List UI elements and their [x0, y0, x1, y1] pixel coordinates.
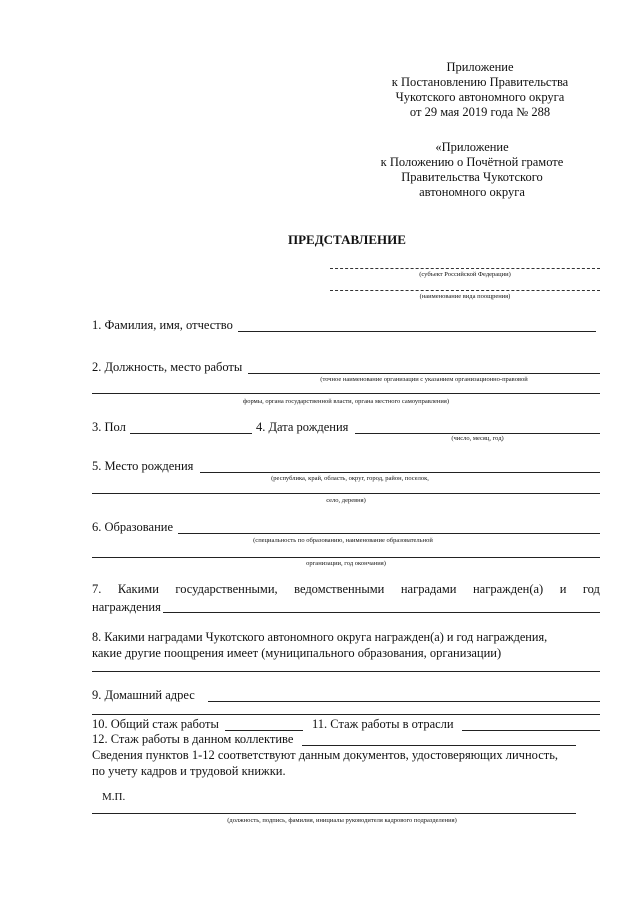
field-2-line[interactable] [248, 373, 600, 374]
appendix-line: Приложение [446, 60, 514, 74]
field-2-label: 2. Должность, место работы [92, 360, 243, 374]
appendix-line: Правительства Чукотского [401, 170, 543, 184]
field-4-line[interactable] [355, 433, 600, 434]
field-7-label [92, 582, 600, 597]
field-1-label: 1. Фамилия, имя, отчество [92, 318, 233, 332]
field-5-line-2[interactable] [92, 493, 600, 494]
field-7-line[interactable] [163, 612, 600, 613]
field-5-caption-2: село, деревня) [326, 497, 366, 504]
field-3-line[interactable] [130, 433, 252, 434]
field-6-line[interactable] [178, 533, 600, 534]
field-6-caption-2: организации, год окончания) [306, 560, 386, 567]
field-3-label: 3. Пол [92, 420, 126, 434]
field-8-label: 8. Какими наградами Чукотского автономного округа награжден(а) и год награждения, [92, 630, 548, 644]
field-1-line[interactable] [238, 331, 596, 332]
subject-caption: (субъект Российской Федерации) [419, 271, 511, 278]
page-title: ПРЕДСТАВЛЕНИЕ [288, 232, 406, 247]
field-7-word: и [559, 582, 567, 596]
field-5-caption: (республика, край, область, округ, город, район, поселок, [271, 475, 429, 482]
appendix-line: автономного округа [419, 185, 525, 199]
field-7-word: наградами [400, 582, 457, 596]
field-9-line-2[interactable] [92, 714, 600, 715]
field-7-word: 7. [92, 582, 102, 596]
appendix-line: к Постановлению Правительства [391, 75, 569, 89]
field-4-label: 4. Дата рождения [256, 420, 349, 434]
signature-line[interactable] [92, 813, 576, 814]
field-8-line[interactable] [92, 671, 600, 672]
field-7-word: государственными, [175, 582, 278, 596]
field-7-label-2: награждения [92, 600, 161, 614]
field-10-line[interactable] [225, 730, 303, 731]
field-11-label: 11. Стаж работы в отрасли [312, 717, 454, 731]
field-5-label: 5. Место рождения [92, 459, 194, 473]
field-6-caption: (специальность по образованию, наименование образовательной [253, 537, 433, 544]
field-7-word: награжден(а) [472, 582, 544, 596]
verification-note: Сведения пунктов 1-12 соответствуют данным документов, удостоверяющих личность, [92, 748, 559, 762]
verification-note-2: по учету кадров и трудовой книжки. [92, 764, 286, 778]
field-9-label: 9. Домашний адрес [92, 688, 195, 702]
field-10-label: 10. Общий стаж работы [92, 717, 219, 731]
appendix-line: «Приложение [435, 140, 509, 154]
field-7-word: ведомственными [294, 582, 385, 596]
award-line[interactable] [330, 290, 600, 291]
signature-caption: (должность, подпись, фамилия, инициалы руководителя кадрового подразделения) [227, 817, 457, 824]
subject-line[interactable] [330, 268, 600, 269]
field-12-line[interactable] [302, 745, 576, 746]
field-9-line[interactable] [208, 701, 600, 702]
award-caption: (наименование вида поощрения) [419, 293, 511, 300]
field-7-word: Какими [117, 582, 159, 596]
appendix-header-2 [352, 140, 592, 200]
field-12-label: 12. Стаж работы в данном коллективе [92, 732, 294, 746]
field-2-caption-2: формы, органа государственной власти, органа местного самоуправления) [243, 398, 449, 405]
appendix-line: от 29 мая 2019 года № 288 [409, 105, 551, 119]
appendix-line: Чукотского автономного округа [395, 90, 565, 104]
field-6-label: 6. Образование [92, 520, 174, 534]
field-4-caption: (число, месяц, год) [451, 435, 504, 442]
field-11-line[interactable] [462, 730, 600, 731]
field-5-line[interactable] [200, 472, 600, 473]
field-8-label-2: какие другие поощрения имеет (муниципального образования, организации) [92, 646, 502, 660]
field-2-caption: (точное наименование организации с указанием организационно-правовой [320, 376, 528, 383]
field-7-word: год [582, 582, 600, 596]
field-6-line-2[interactable] [92, 557, 600, 558]
field-2-line-2[interactable] [92, 393, 600, 394]
appendix-line: к Положению о Почётной грамоте [380, 155, 564, 169]
stamp-label: М.П. [102, 791, 126, 803]
appendix-header [360, 60, 600, 120]
